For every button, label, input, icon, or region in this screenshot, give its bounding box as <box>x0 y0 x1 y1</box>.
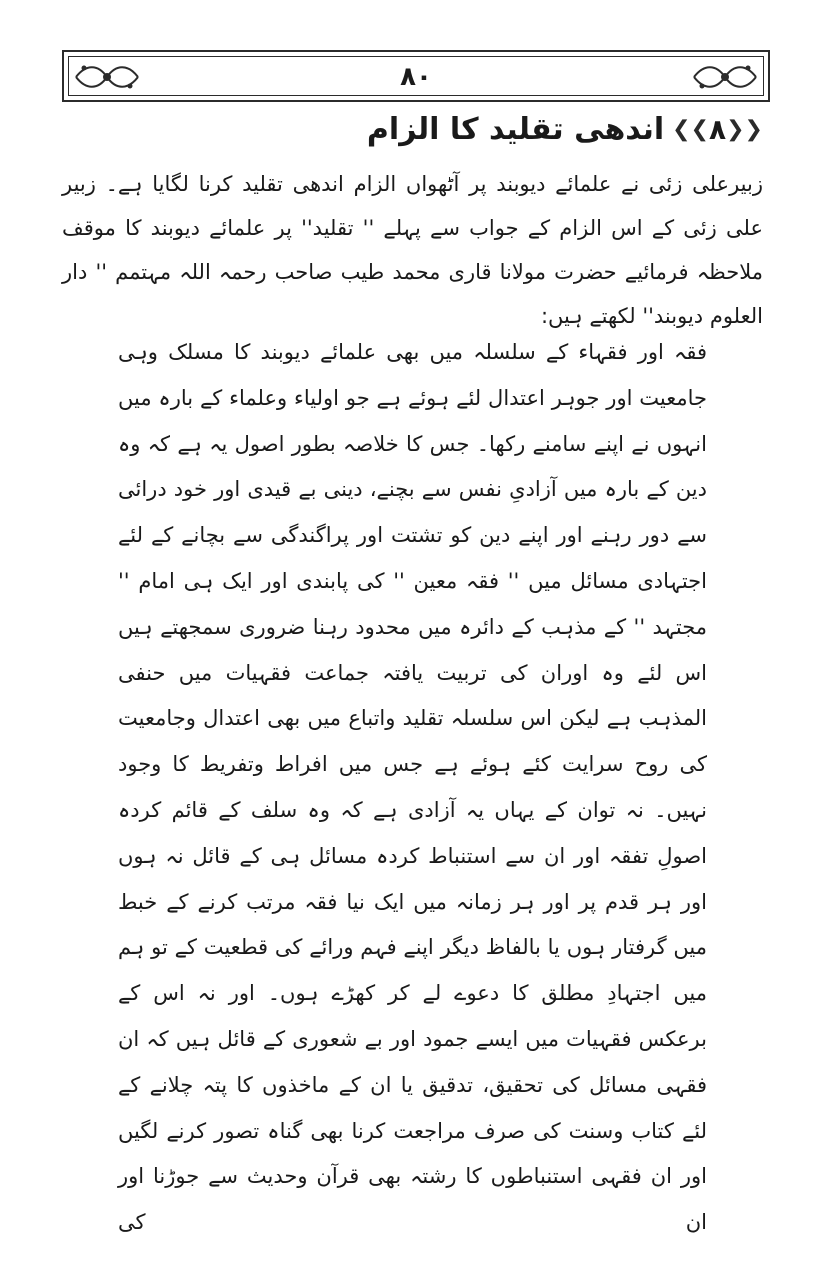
section-number: ۸ <box>709 113 727 146</box>
section-title: اندھی تقلید کا الزام <box>366 112 665 147</box>
intro-paragraph: زبیرعلی زئی نے علمائے دیوبند پر آٹھواں الزام اندھی تقلید کرنا لگایا ہے۔ زبیر علی زئی کے اس الزام کے جواب سے پہلے '' تقلید'' پر علمائے دیوبند کا موقف ملاحظہ فرمائیے حضرت مولانا قاری محمد طیب صاحب رحمہ اللہ مہتمم '' دار العلوم دیوبند'' لکھتے ہیں: <box>62 172 763 328</box>
ornament-icon: ❯❯ <box>672 117 710 142</box>
floral-ornament-icon <box>72 60 142 94</box>
ornament-icon: ❮❮ <box>726 117 763 142</box>
page-header-frame <box>62 50 770 102</box>
page-number: ۸۰ <box>400 62 432 92</box>
section-heading <box>367 112 763 147</box>
quoted-passage: فقہ اور فقہاء کے سلسلہ میں بھی علمائے دیوبند کا مسلک وہی جامعیت اور جوہر اعتدال لئے ہوئے ہے جو اولیاء وعلماء کے بارہ میں انہوں نے اپنے سامنے رکھا۔ جس کا خلاصہ بطور اصول یہ ہے کہ وہ دین کے بارہ میں آزادیِ نفس سے بچنے، دینی بے قیدی اور خود درائی سے دور رہنے اور اپنے دین کو تشتت اور پراگندگی سے بچانے کے لئے اجتہادی مسائل میں '' فقہ معین '' کی پابندی اور ایک ہی امام '' مجتہد '' کے مذہب کے دائرہ میں محدود رہنا ضروری سمجھتے ہیں اس لئے وہ اوران کی تربیت یافتہ جماعت فقہیات میں حنفی المذہب ہے لیکن اس سلسلہ تقلید واتباع میں بھی اعتدال وجامعیت کی روح سرایت کئے ہوئے ہے جس میں افراط وتفریط کا وجود نہیں۔ نہ توان کے یہاں یہ آزادی ہے کہ وہ سلف کے قائم کردہ اصولِ تفقہ اور ان سے استنباط کردہ مسائل ہی کے قائل نہ ہوں اور ہر قدم پر اور ہر زمانہ میں ایک نیا فقہ مرتب کرنے کے خبط میں گرفتار ہوں یا بالفاظ دیگر اپنے فہم ورائے کی قطعیت کے تو ہم میں اجتہادِ مطلق کا دعوے لے کر کھڑے ہوں۔ اور نہ اس کے برعکس فقہیات میں ایسے جمود اور بے شعوری کے قائل ہیں کہ ان فقہی مسائل کی تحقیق، تدقیق یا ان کے ماخذوں کا پتہ چلانے کے لئے کتاب وسنت کی صرف مراجعت کرنا بھی گناہ تصور کرنے لگیں اور ان فقہی استنباطوں کا رشتہ بھی قرآن وحدیث سے جوڑنا اور ان کی <box>118 340 707 1235</box>
section-number-badge <box>672 113 763 146</box>
floral-ornament-icon <box>690 60 760 94</box>
